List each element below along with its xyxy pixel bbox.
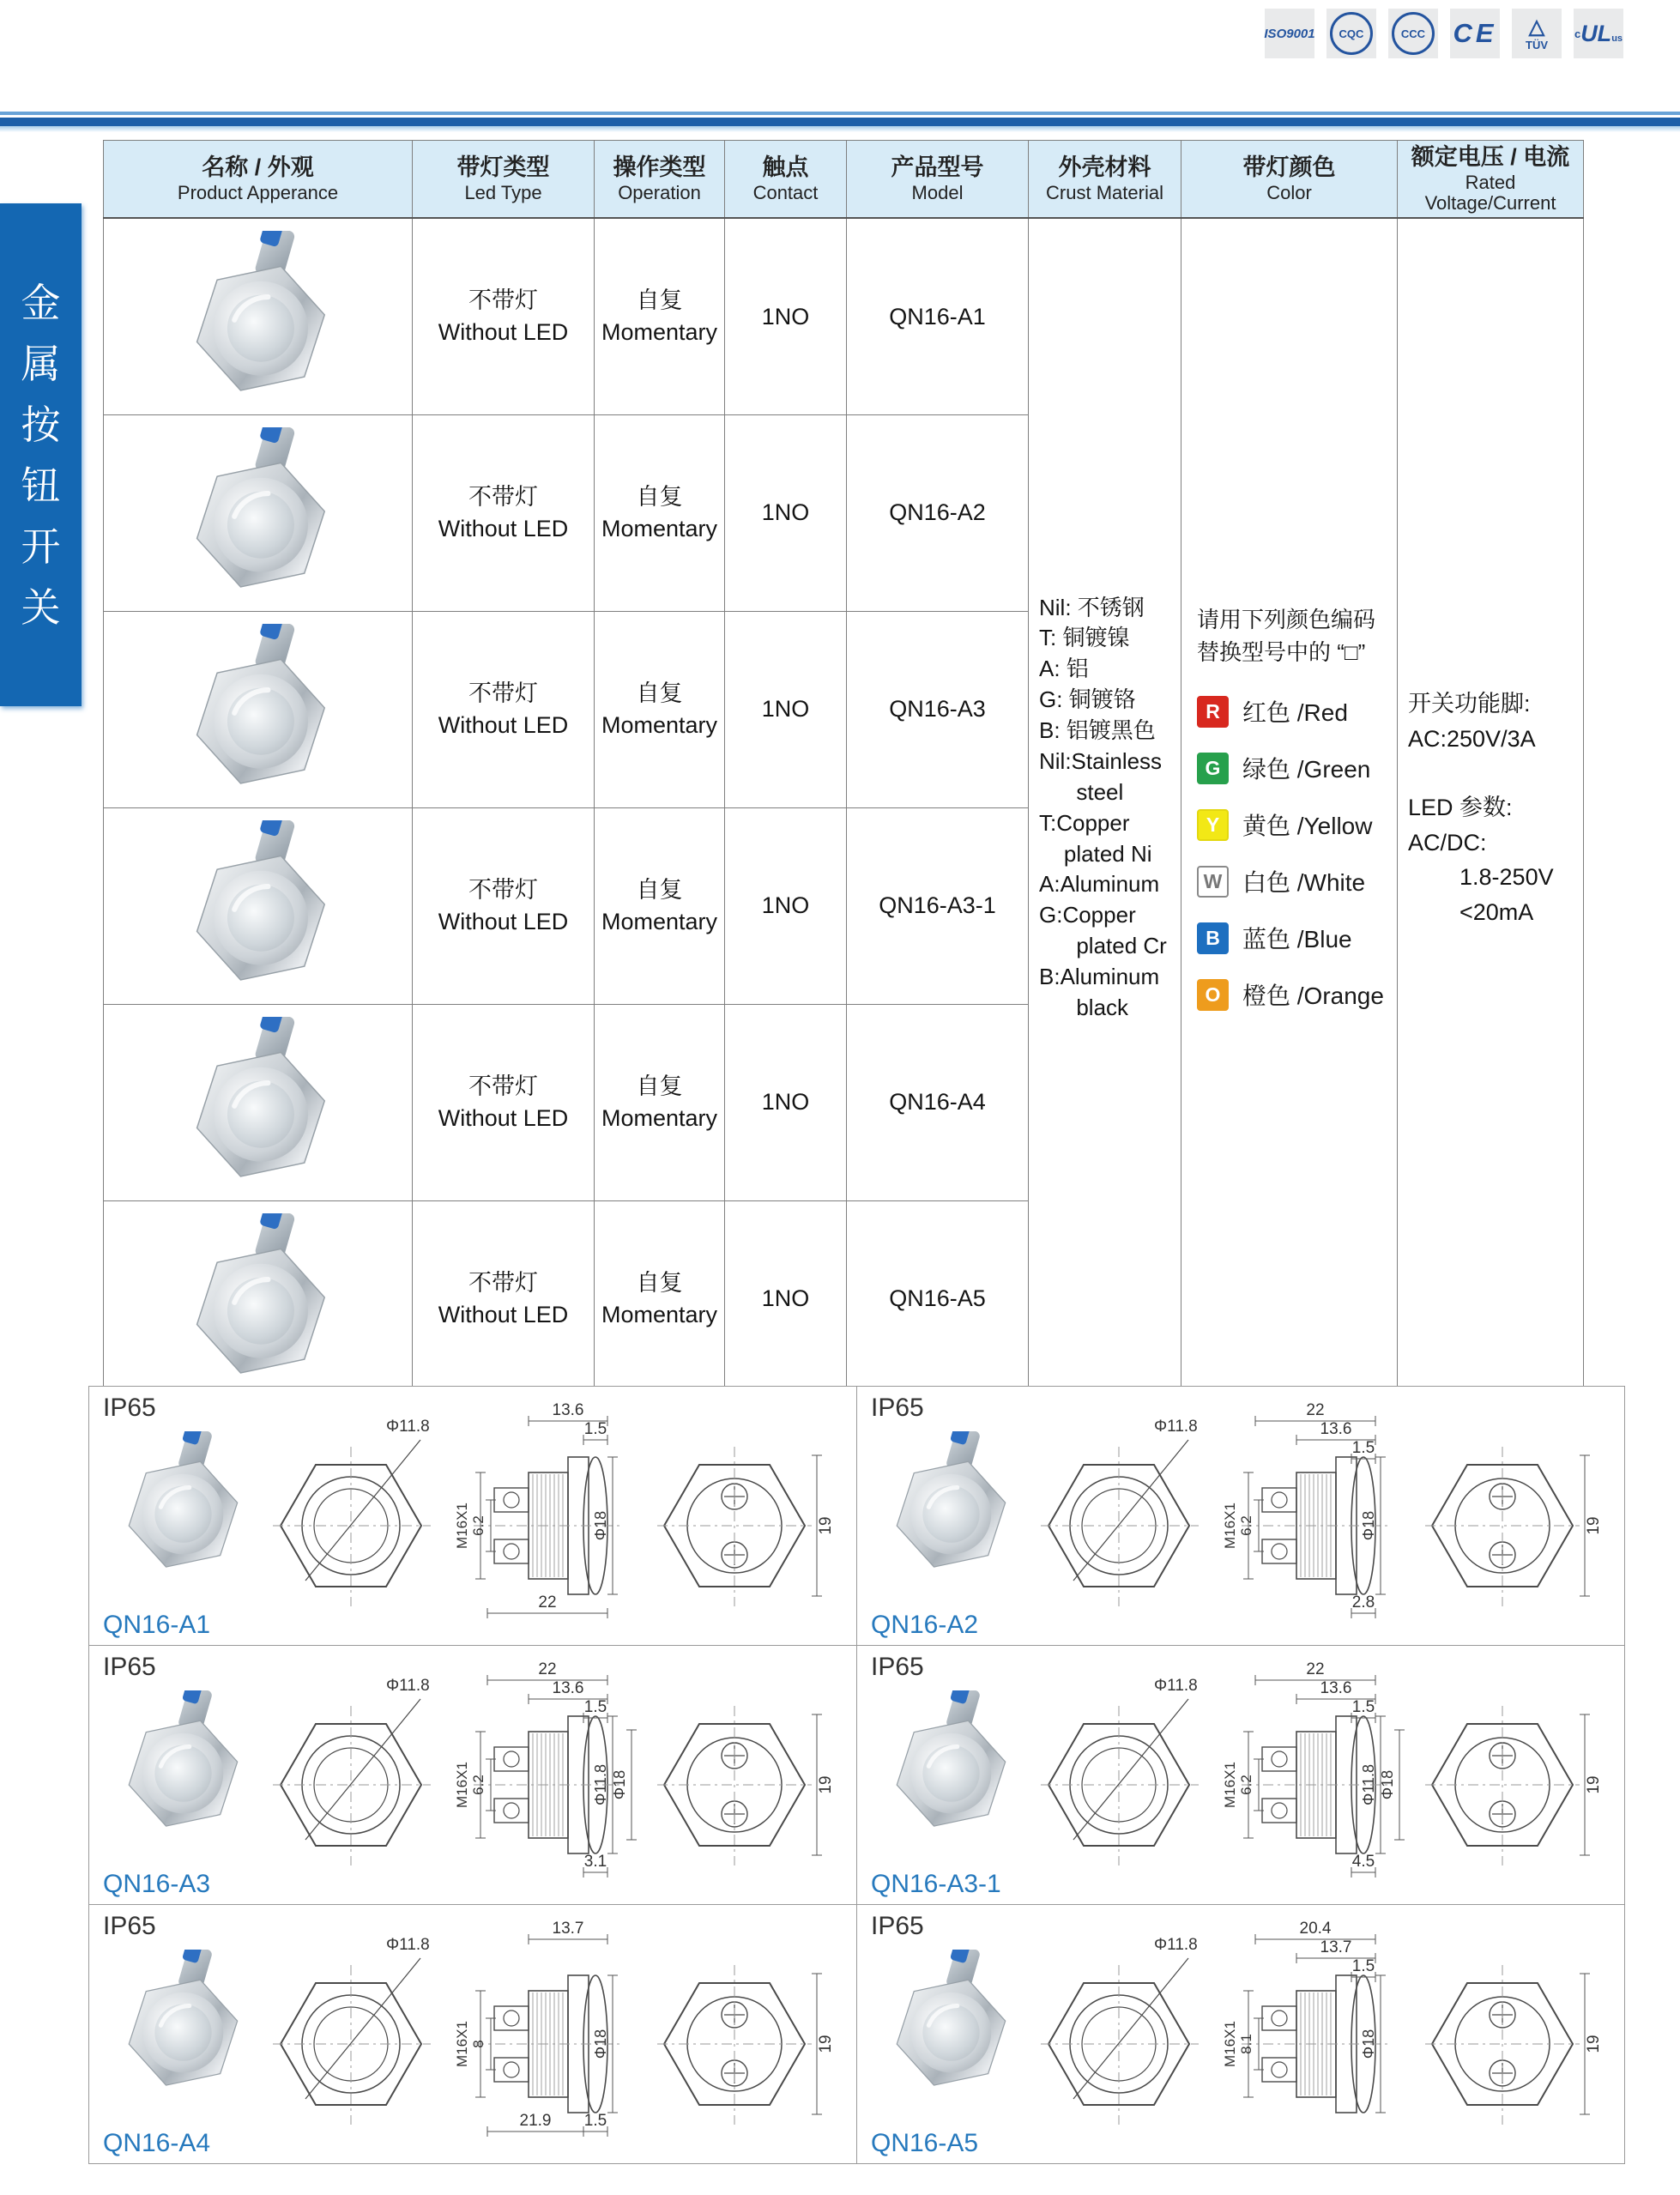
panel-product-photo xyxy=(108,1690,254,1841)
crust-material-line: Nil:Stainless xyxy=(1039,747,1163,774)
model-cell xyxy=(847,218,1029,414)
dimension-label: 13.6 xyxy=(1320,1420,1352,1438)
product-photo-image xyxy=(172,1017,344,1188)
side-view xyxy=(454,1401,621,1618)
crust-material-line: steel xyxy=(1039,778,1124,805)
banner-char: 钮 xyxy=(21,463,61,508)
front-view xyxy=(273,1936,431,2125)
col-header xyxy=(1029,141,1181,219)
product-photo-cell xyxy=(104,807,413,1004)
operation-zh: 自复 xyxy=(636,876,683,903)
operation-en: Momentary xyxy=(601,908,718,934)
product-photo-cell xyxy=(104,1004,413,1200)
dimension-label: 13.6 xyxy=(552,1679,584,1697)
rating-line: AC:250V/3A xyxy=(1408,725,1536,752)
cert-cul-icon xyxy=(1574,9,1623,58)
contact-cell xyxy=(725,807,847,1004)
front-diameter-label: Φ11.8 xyxy=(386,1677,430,1695)
panel-product-photo xyxy=(108,1431,254,1581)
color-code-label: 绿色 /Green xyxy=(1242,756,1371,783)
dimension-label: 22 xyxy=(1306,1401,1325,1419)
dimension-label: M16X1 xyxy=(1222,2021,1238,2067)
dimension-panel-qn16-a2 xyxy=(857,1387,1625,1646)
col-header-en: Model xyxy=(911,182,964,204)
dimension-label: M16X1 xyxy=(454,2021,470,2067)
col-header-zh: 带灯颜色 xyxy=(1242,154,1336,181)
operation-zh: 自复 xyxy=(636,680,683,706)
operation-cell xyxy=(595,1004,725,1200)
color-code-badge: O xyxy=(1197,979,1229,1011)
rating-line: 1.8-250V xyxy=(1408,864,1554,891)
led-type-cell xyxy=(413,1200,595,1397)
crust-material-line: T: 铜镀镍 xyxy=(1039,625,1130,651)
dimension-panels xyxy=(88,1386,1625,2164)
dimension-label: 1.5 xyxy=(583,1420,607,1438)
technical-drawing xyxy=(261,1397,844,1629)
col-header-en: Rated Voltage/Current xyxy=(1424,172,1556,215)
crust-material-cell xyxy=(1029,218,1181,1397)
color-code-label: 黄色 /Yellow xyxy=(1242,813,1373,840)
col-header-zh: 触点 xyxy=(762,154,809,181)
dimension-label: Φ18 xyxy=(592,1510,609,1541)
product-photo xyxy=(105,1017,411,1188)
dimension-label: 13.6 xyxy=(1320,1679,1352,1697)
ip-rating-label: IP65 xyxy=(103,1653,156,1681)
model-value: QN16-A3 xyxy=(889,696,986,723)
front-diameter-label: Φ11.8 xyxy=(1154,1936,1198,1954)
panel-model-label: QN16-A3 xyxy=(103,1870,211,1898)
dimension-panel-qn16-a4 xyxy=(89,1905,857,2164)
cert-ce-icon xyxy=(1450,9,1500,58)
spec-table-body xyxy=(104,218,1584,1397)
model-cell xyxy=(847,611,1029,807)
contact-value: 1NO xyxy=(761,696,810,723)
front-diameter-label: Φ11.8 xyxy=(386,1936,430,1954)
dimension-label: Φ18 xyxy=(611,1769,628,1800)
operation-zh: 自复 xyxy=(636,483,683,510)
dimension-label: M16X1 xyxy=(454,1503,470,1549)
product-photo-cell xyxy=(104,611,413,807)
model-value: QN16-A3-1 xyxy=(879,892,996,919)
product-spec-table xyxy=(103,140,1584,1398)
technical-drawing xyxy=(1029,1656,1612,1888)
ip-rating-label: IP65 xyxy=(103,1912,156,1940)
rear-view xyxy=(1425,1965,1603,2125)
banner-char: 按 xyxy=(21,402,61,447)
dimension-panel-qn16-a5 xyxy=(857,1905,1625,2164)
banner-char: 开 xyxy=(21,523,61,569)
led-type-zh: 不带灯 xyxy=(468,1073,538,1099)
model-cell xyxy=(847,414,1029,611)
operation-en: Momentary xyxy=(601,319,718,346)
led-type-zh: 不带灯 xyxy=(468,1269,538,1296)
col-header-en: Contact xyxy=(752,182,819,204)
rating-line xyxy=(1408,756,1578,790)
color-code-item xyxy=(1197,921,1388,955)
led-color-cell xyxy=(1181,218,1398,1397)
operation-cell xyxy=(595,414,725,611)
operation-cell xyxy=(595,807,725,1004)
product-photo xyxy=(105,1213,411,1385)
crust-material-line: plated Cr xyxy=(1039,933,1167,959)
dimension-label: Φ11.8 xyxy=(1360,1763,1377,1806)
color-code-item xyxy=(1197,864,1388,898)
dimension-label: 20.4 xyxy=(1299,1920,1332,1938)
led-type-en: Without LED xyxy=(438,1104,569,1131)
product-photo xyxy=(105,231,411,402)
led-type-zh: 不带灯 xyxy=(468,876,538,903)
col-header-zh: 外壳材料 xyxy=(1058,154,1151,181)
triangle-glyph: △ xyxy=(1528,15,1545,39)
led-type-zh: 不带灯 xyxy=(468,483,538,510)
rear-view xyxy=(1425,1706,1603,1865)
col-header xyxy=(104,141,413,219)
col-header-zh: 产品型号 xyxy=(891,154,984,181)
technical-drawing xyxy=(261,1656,844,1888)
product-photo-image xyxy=(172,231,344,402)
front-view xyxy=(1041,1936,1199,2125)
panel-photo-image xyxy=(108,1950,254,2095)
dimension-label: 1.5 xyxy=(1351,1957,1375,1975)
front-diameter-label: Φ11.8 xyxy=(1154,1677,1198,1695)
dimension-label: 2.8 xyxy=(1351,1593,1375,1611)
model-value: QN16-A2 xyxy=(889,499,986,526)
dimension-label: 22 xyxy=(538,1593,557,1611)
dimension-label: 19 xyxy=(1585,2035,1603,2053)
banner-char: 金 xyxy=(21,280,61,325)
side-view xyxy=(1222,1920,1389,2113)
panel-photo-image xyxy=(876,1950,1022,2095)
dimension-label: M16X1 xyxy=(1222,1503,1238,1549)
col-header xyxy=(595,141,725,219)
color-code-label: 蓝色 /Blue xyxy=(1242,926,1352,953)
rating-line: <20mA xyxy=(1408,898,1534,925)
cert-circle xyxy=(1330,12,1373,55)
contact-cell xyxy=(725,1004,847,1200)
led-type-en: Without LED xyxy=(438,908,569,934)
panel-photo-image xyxy=(876,1431,1022,1577)
cert-label: CE xyxy=(1453,18,1497,48)
cert-ccc-icon xyxy=(1388,9,1438,58)
side-view xyxy=(454,1920,621,2137)
dimension-label: 6.2 xyxy=(1238,1515,1254,1536)
panel-model-label: QN16-A4 xyxy=(103,2129,211,2157)
cert-circle xyxy=(1392,12,1435,55)
contact-value: 1NO xyxy=(761,1089,810,1116)
crust-material-line: A:Aluminum xyxy=(1039,871,1160,898)
color-code-label: 橙色 /Orange xyxy=(1242,983,1384,1010)
front-view xyxy=(1041,1418,1199,1606)
contact-cell xyxy=(725,1200,847,1397)
crust-material-line: G:Copper xyxy=(1039,902,1136,928)
panel-photo-image xyxy=(108,1431,254,1577)
color-code-item xyxy=(1197,694,1388,729)
rating-cell xyxy=(1398,218,1584,1397)
contact-value: 1NO xyxy=(761,1285,810,1312)
panel-model-label: QN16-A2 xyxy=(871,1611,979,1639)
contact-cell xyxy=(725,414,847,611)
panel-model-label: QN16-A5 xyxy=(871,2129,979,2157)
banner-char: 关 xyxy=(21,584,61,630)
cert-label: CCC xyxy=(1400,27,1426,40)
led-type-en: Without LED xyxy=(438,1301,569,1327)
col-header-en: Led Type xyxy=(464,182,542,204)
crust-material-line: A: 铝 xyxy=(1039,656,1089,682)
color-code-badge: W xyxy=(1197,866,1229,898)
operation-cell xyxy=(595,218,725,414)
ip-rating-label: IP65 xyxy=(871,1394,924,1422)
led-type-cell xyxy=(413,414,595,611)
dimension-label: Φ18 xyxy=(1360,2029,1377,2059)
color-code-badge: G xyxy=(1197,753,1229,784)
side-view xyxy=(1222,1401,1389,1618)
crust-material-line: black xyxy=(1039,994,1129,1020)
dimension-label: M16X1 xyxy=(454,1762,470,1808)
side-view xyxy=(454,1660,637,1878)
contact-cell xyxy=(725,218,847,414)
led-type-cell xyxy=(413,218,595,414)
operation-zh: 自复 xyxy=(636,1269,683,1296)
dimension-panel-qn16-a3 xyxy=(89,1646,857,1905)
front-view xyxy=(1041,1677,1199,1865)
col-header-zh: 额定电压 / 电流 xyxy=(1411,144,1570,170)
panel-product-photo xyxy=(876,1431,1022,1581)
col-header-en: Color xyxy=(1266,182,1312,204)
crust-material-line: T:Copper xyxy=(1039,809,1130,836)
col-header-en: Product Apperance xyxy=(177,182,339,204)
color-code-item xyxy=(1197,751,1388,785)
color-code-badge: Y xyxy=(1197,809,1229,841)
technical-drawing xyxy=(1029,1915,1612,2147)
col-header xyxy=(1398,141,1584,219)
color-code-label: 白色 /White xyxy=(1242,869,1366,897)
operation-en: Momentary xyxy=(601,1104,718,1131)
dimension-label: 13.7 xyxy=(552,1920,584,1938)
color-code-badge: B xyxy=(1197,922,1229,954)
dimension-label: 19 xyxy=(817,1516,835,1535)
color-code-badge: R xyxy=(1197,696,1229,728)
category-banner xyxy=(0,203,82,706)
col-header xyxy=(847,141,1029,219)
contact-cell xyxy=(725,611,847,807)
rating-line: LED 参数: xyxy=(1408,795,1513,821)
operation-en: Momentary xyxy=(601,711,718,738)
dimension-label: 13.6 xyxy=(552,1401,584,1419)
dimension-label: 22 xyxy=(1306,1660,1325,1678)
contact-value: 1NO xyxy=(761,499,810,526)
led-type-zh: 不带灯 xyxy=(468,680,538,706)
model-cell xyxy=(847,807,1029,1004)
panel-photo-image xyxy=(876,1690,1022,1836)
led-type-cell xyxy=(413,1004,595,1200)
cert-label: CQC xyxy=(1339,27,1364,40)
ip-rating-label: IP65 xyxy=(871,1653,924,1681)
model-value: QN16-A1 xyxy=(889,303,986,330)
cert-iso-icon xyxy=(1265,9,1314,58)
header-divider xyxy=(0,110,1680,132)
col-header-zh: 操作类型 xyxy=(613,154,706,181)
product-photo-image xyxy=(172,1213,344,1385)
contact-value: 1NO xyxy=(761,892,810,919)
dimension-label: 1.5 xyxy=(583,1698,607,1716)
color-note-line2: 替换型号中的 “□” xyxy=(1197,638,1366,665)
dimension-label: 4.5 xyxy=(1351,1853,1375,1871)
col-header-zh: 名称 / 外观 xyxy=(202,154,314,181)
dimension-label: 21.9 xyxy=(519,2112,552,2130)
technical-drawing xyxy=(1029,1397,1612,1629)
dimension-label: Φ18 xyxy=(592,2029,609,2059)
side-view xyxy=(1222,1660,1405,1878)
operation-zh: 自复 xyxy=(636,287,683,314)
col-header xyxy=(413,141,595,219)
dimension-label: 19 xyxy=(1585,1775,1603,1794)
dimension-label: 1.5 xyxy=(583,2112,607,2130)
led-type-cell xyxy=(413,807,595,1004)
led-type-zh: 不带灯 xyxy=(468,287,538,314)
ip-rating-label: IP65 xyxy=(103,1394,156,1422)
rating-line: AC/DC: xyxy=(1408,829,1487,856)
dimension-label: 8.1 xyxy=(1238,2034,1254,2054)
header-row xyxy=(104,141,1584,219)
front-view xyxy=(273,1418,431,1606)
dimension-label: 13.7 xyxy=(1320,1938,1352,1956)
rating-line: 开关功能脚: xyxy=(1408,691,1531,717)
operation-cell xyxy=(595,611,725,807)
panel-model-label: QN16-A3-1 xyxy=(871,1870,1001,1898)
panel-product-photo xyxy=(876,1690,1022,1841)
spec-table-head xyxy=(104,141,1584,219)
panel-model-label: QN16-A1 xyxy=(103,1611,211,1639)
color-code-item xyxy=(1197,977,1388,1012)
dimension-label: 19 xyxy=(817,2035,835,2053)
rear-view xyxy=(657,1965,835,2125)
product-row xyxy=(104,218,1584,414)
dimension-label: 19 xyxy=(1585,1516,1603,1535)
panel-product-photo xyxy=(108,1950,254,2100)
product-photo-image xyxy=(172,427,344,599)
technical-drawing xyxy=(261,1915,844,2147)
dimension-label: 3.1 xyxy=(583,1853,607,1871)
banner-char: 属 xyxy=(21,341,61,386)
model-value: QN16-A4 xyxy=(889,1089,986,1116)
model-value: QN16-A5 xyxy=(889,1285,986,1312)
dimension-label: 8 xyxy=(470,2040,486,2048)
cert-cqc-icon xyxy=(1326,9,1376,58)
dimension-label: 6.2 xyxy=(470,1515,486,1536)
ip-rating-label: IP65 xyxy=(871,1912,924,1940)
dimension-label: Φ11.8 xyxy=(592,1763,609,1806)
product-photo xyxy=(105,624,411,795)
col-header-en: Crust Material xyxy=(1046,182,1163,204)
led-type-cell xyxy=(413,611,595,807)
color-code-list xyxy=(1197,694,1388,1012)
dimension-panel-qn16-a3-1 xyxy=(857,1646,1625,1905)
dimension-label: Φ18 xyxy=(1379,1769,1396,1800)
dimension-label: 1.5 xyxy=(1351,1698,1375,1716)
led-type-en: Without LED xyxy=(438,711,569,738)
certification-badges xyxy=(1265,9,1623,58)
dimension-label: 6.2 xyxy=(1238,1775,1254,1795)
contact-value: 1NO xyxy=(761,303,810,330)
crust-material-line: G: 铜镀铬 xyxy=(1039,686,1136,713)
dimension-label: M16X1 xyxy=(1222,1762,1238,1808)
dimension-label: 1.5 xyxy=(1351,1439,1375,1457)
front-diameter-label: Φ11.8 xyxy=(1154,1418,1198,1436)
col-header-en: Operation xyxy=(618,182,701,204)
model-cell xyxy=(847,1004,1029,1200)
rear-view xyxy=(657,1447,835,1606)
panel-photo-image xyxy=(108,1690,254,1836)
col-header xyxy=(725,141,847,219)
product-photo-cell xyxy=(104,414,413,611)
operation-en: Momentary xyxy=(601,515,718,541)
panel-product-photo xyxy=(876,1950,1022,2100)
product-photo-image xyxy=(172,624,344,795)
cert-label: c UL us xyxy=(1574,20,1623,46)
rear-view xyxy=(657,1706,835,1865)
operation-cell xyxy=(595,1200,725,1397)
product-photo-cell xyxy=(104,1200,413,1397)
dimension-label: 22 xyxy=(538,1660,557,1678)
crust-material-line: plated Ni xyxy=(1039,840,1152,867)
product-photo-image xyxy=(172,820,344,992)
product-photo xyxy=(105,427,411,599)
product-photo xyxy=(105,820,411,992)
cert-label: ISO9001 xyxy=(1264,26,1315,41)
col-header-zh: 带灯类型 xyxy=(456,154,550,181)
product-photo-cell xyxy=(104,218,413,414)
crust-material-line: Nil: 不锈钢 xyxy=(1039,594,1145,620)
rear-view xyxy=(1425,1447,1603,1606)
operation-en: Momentary xyxy=(601,1301,718,1327)
operation-zh: 自复 xyxy=(636,1073,683,1099)
crust-material-line: B:Aluminum xyxy=(1039,964,1160,990)
led-type-en: Without LED xyxy=(438,319,569,346)
led-type-en: Without LED xyxy=(438,515,569,541)
color-note-line1: 请用下列颜色编码 xyxy=(1197,606,1376,632)
cert-label: TÜV xyxy=(1526,38,1548,51)
dimension-label: 19 xyxy=(817,1775,835,1794)
model-cell xyxy=(847,1200,1029,1397)
crust-material-line: B: 铝镀黑色 xyxy=(1039,717,1156,744)
front-view xyxy=(273,1677,431,1865)
color-code-item xyxy=(1197,807,1388,842)
color-code-label: 红色 /Red xyxy=(1242,699,1348,727)
dimension-panel-qn16-a1 xyxy=(89,1387,857,1646)
dimension-label: 6.2 xyxy=(470,1775,486,1795)
col-header xyxy=(1181,141,1398,219)
front-diameter-label: Φ11.8 xyxy=(386,1418,430,1436)
cert-tuv-icon xyxy=(1512,9,1562,58)
dimension-label: Φ18 xyxy=(1360,1510,1377,1541)
